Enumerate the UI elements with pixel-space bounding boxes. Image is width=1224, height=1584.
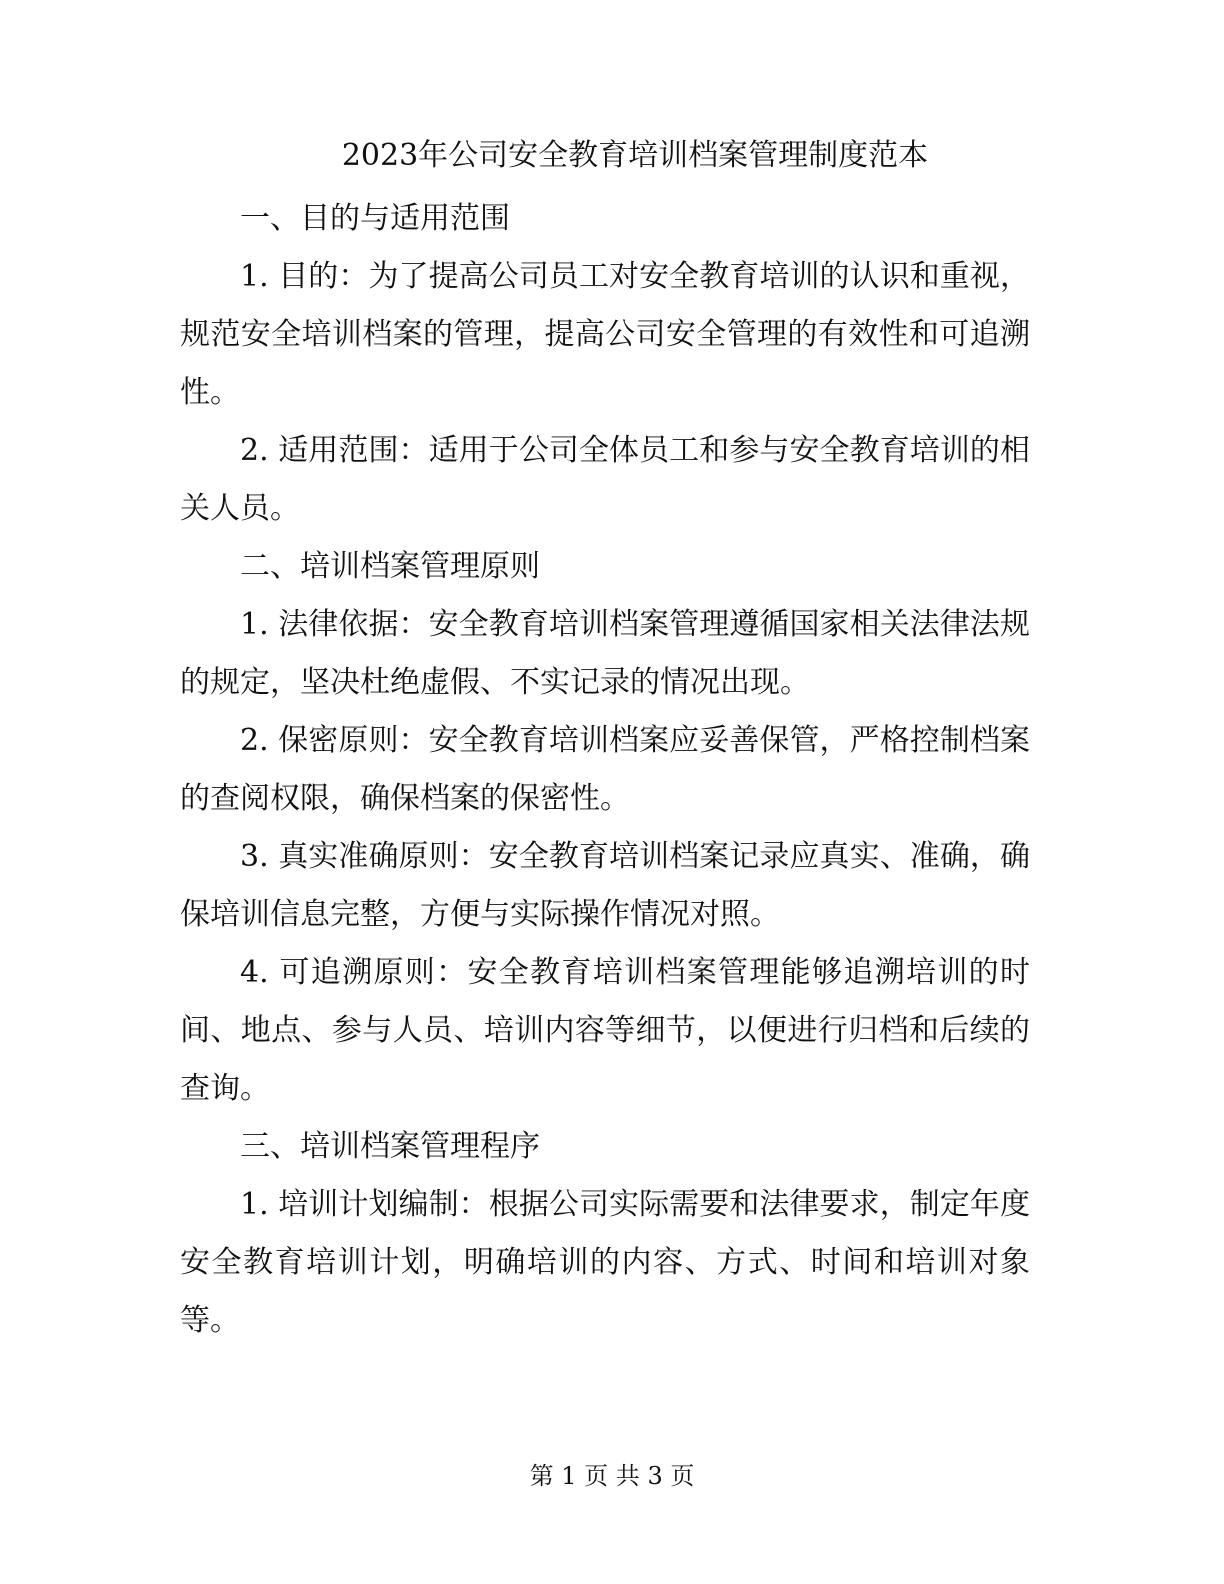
paragraph-traceability: 4. 可追溯原则：安全教育培训档案管理能够追溯培训的时间、地点、参与人员、培训内容等细节，以便进行归档和后续的查询。 — [180, 955, 1030, 1106]
paragraph-accuracy: 3. 真实准确原则：安全教育培训档案记录应真实、准确，确保培训信息完整，方便与实际操作情况对照。 — [180, 839, 1030, 932]
section-heading-1: 一、目的与适用范围 — [240, 201, 510, 236]
paragraph-scope: 2. 适用范围：适用于公司全体员工和参与安全教育培训的相关人员。 — [180, 433, 1030, 526]
section-heading-2: 二、培训档案管理原则 — [240, 549, 540, 584]
page-number-footer: 第 1 页 共 3 页 — [529, 1462, 695, 1490]
section-heading-3: 三、培训档案管理程序 — [240, 1129, 540, 1164]
paragraph-purpose: 1. 目的：为了提高公司员工对安全教育培训的认识和重视，规范安全培训档案的管理，提高公司安全管理的有效性和可追溯性。 — [180, 259, 1030, 410]
paragraph-legal-basis: 1. 法律依据：安全教育培训档案管理遵循国家相关法律法规的规定，坚决杜绝虚假、不实记录的情况出现。 — [180, 607, 1030, 700]
document-body — [180, 190, 1030, 1350]
document-title: 2023年公司安全教育培训档案管理制度范本 — [341, 138, 929, 173]
paragraph-training-plan: 1. 培训计划编制：根据公司实际需要和法律要求，制定年度安全教育培训计划，明确培训的内容、方式、时间和培训对象等。 — [180, 1187, 1030, 1338]
paragraph-confidentiality: 2. 保密原则：安全教育培训档案应妥善保管，严格控制档案的查阅权限，确保档案的保密性。 — [180, 723, 1030, 816]
